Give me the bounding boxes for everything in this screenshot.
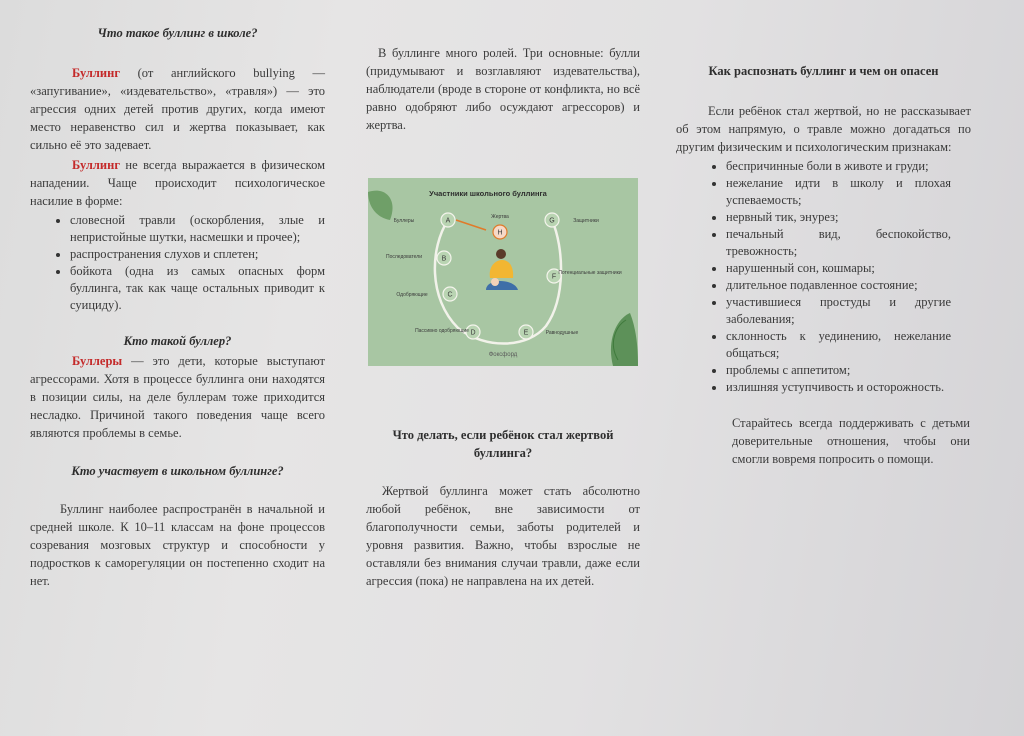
paragraph-age: Буллинг наиболее распространён в начальной и средней школе. К 10–11 классам на фоне процессов созревания мозговых структур и способности у подростков к саморегуляции он постепенно сходит на нет. (30, 502, 325, 588)
forms-intro-text: не всегда выражается в физическом нападении. Чаще происходит психологическое насилие в форме: (30, 158, 325, 208)
role-c-label: Одобряющие (396, 292, 428, 298)
role-d-letter: D (470, 329, 476, 337)
role-c-letter: C (447, 291, 453, 299)
section-title-who-is-buller: Кто такой буллер? (123, 334, 232, 348)
role-h-label: Жертва (491, 214, 509, 220)
paragraph-roles: В буллинге много ролей. Три основные: булли (придумывают и возглавляют издевательства), наблюдатели (вроде в стороне от конфликта, но всё равно одобряют либо осуждают агрессоров) и жертва. (366, 46, 640, 132)
role-g-letter: G (549, 217, 555, 225)
list-item: • склонность к уединению, нежелание общаться; (726, 328, 951, 362)
signs-list (676, 158, 951, 396)
role-b-letter: B (441, 255, 447, 263)
role-e-letter: E (523, 329, 529, 337)
list-item: • печальный вид, беспокойство, тревожность; (726, 226, 951, 260)
role-f-letter: F (551, 273, 557, 281)
section-title-what-to-do: Что делать, если ребёнок стал жертвой буллинга? (392, 428, 614, 460)
section-title-recognize: Как распознать буллинг и чем он опасен (708, 64, 939, 78)
role-a-letter: A (445, 217, 451, 225)
list-item: • нежелание идти в школу и плохая успеваемость; (726, 175, 951, 209)
bullers-text: — это дети, которые выступают агрессорами. Хотя в процессе буллинга они находятся в позиции силы, на деле буллерам тоже приходится несладко. Причиной такого поведения чаще всего являются проблемы в семье. (30, 354, 325, 440)
paragraph-definition (30, 64, 325, 154)
list-item: • беспричинные боли в животе и груди; (726, 158, 951, 175)
list-item: • участившиеся простуды и другие заболевания; (726, 294, 951, 328)
section-title-what-is-bullying: Что такое буллинг в школе? (97, 26, 258, 40)
paragraph-forms-intro (30, 156, 325, 210)
term-bullers: Буллеры (72, 354, 123, 368)
foxford-logo: Фоксфорд (488, 352, 518, 358)
paragraph-victim: Жертвой буллинга может стать абсолютно любой ребёнок, вне зависимости от благополучности семьи, заботы родителей и уровня развития. Важно, чтобы взрослые не оставляли без внимания случаи травли, даже если агрессия (пока) не направлена на их детей. (366, 484, 640, 588)
role-a-label: Буллеры (393, 218, 415, 224)
role-g-label: Защитники (573, 218, 599, 224)
infographic-title: Участники школьного буллинга (429, 189, 547, 198)
term-bullying-2: Буллинг (72, 158, 120, 172)
definition-text: (от английского bullying — «запугивание», «издевательство», «травля») — это агрессия одних детей против других, когда имеют место неравенство сил и жертва показывает, как сильно её это задевает. (30, 66, 325, 152)
column-3 (676, 0, 971, 468)
list-item: • проблемы с аппетитом; (726, 362, 951, 379)
paragraph-bullers (30, 352, 325, 442)
role-f-label: Потенциальные защитники (558, 270, 622, 276)
list-item: • нарушенный сон, кошмары; (726, 260, 951, 277)
forms-list (30, 212, 325, 314)
term-bullying: Буллинг (72, 66, 120, 80)
column-2-lower (366, 0, 640, 590)
paragraph-signs-intro: Если ребёнок стал жертвой, но не рассказывает об этом напрямую, о травле можно догадаться по другим физическим и психологическим признакам: (676, 104, 971, 154)
list-item: • длительное подавленное состояние; (726, 277, 951, 294)
section-title-who-participates: Кто участвует в школьном буллинге? (71, 464, 284, 478)
list-item: • распространения слухов и сплетен; (70, 246, 325, 263)
list-item: • излишняя уступчивость и осторожность. (726, 379, 951, 396)
list-item: • нервный тик, энурез; (726, 209, 951, 226)
role-d-label: Пассивно одобряющие (415, 328, 469, 334)
role-b-label: Последователи (386, 254, 422, 260)
column-1 (30, 0, 325, 590)
list-item: • словесной травли (оскорбления, злые и непристойные шутки, насмешки и прочее); (70, 212, 325, 246)
role-e-label: Равнодушные (545, 330, 579, 336)
list-item: • бойкота (одна из самых опасных форм буллинга, так как чаще остальных приводит к суициду). (70, 263, 325, 314)
paragraph-advice: Старайтесь всегда поддерживать с детьми доверительные отношения, чтобы они смогли вовремя попросить о помощи. (732, 416, 970, 466)
role-h-letter: H (497, 229, 503, 237)
